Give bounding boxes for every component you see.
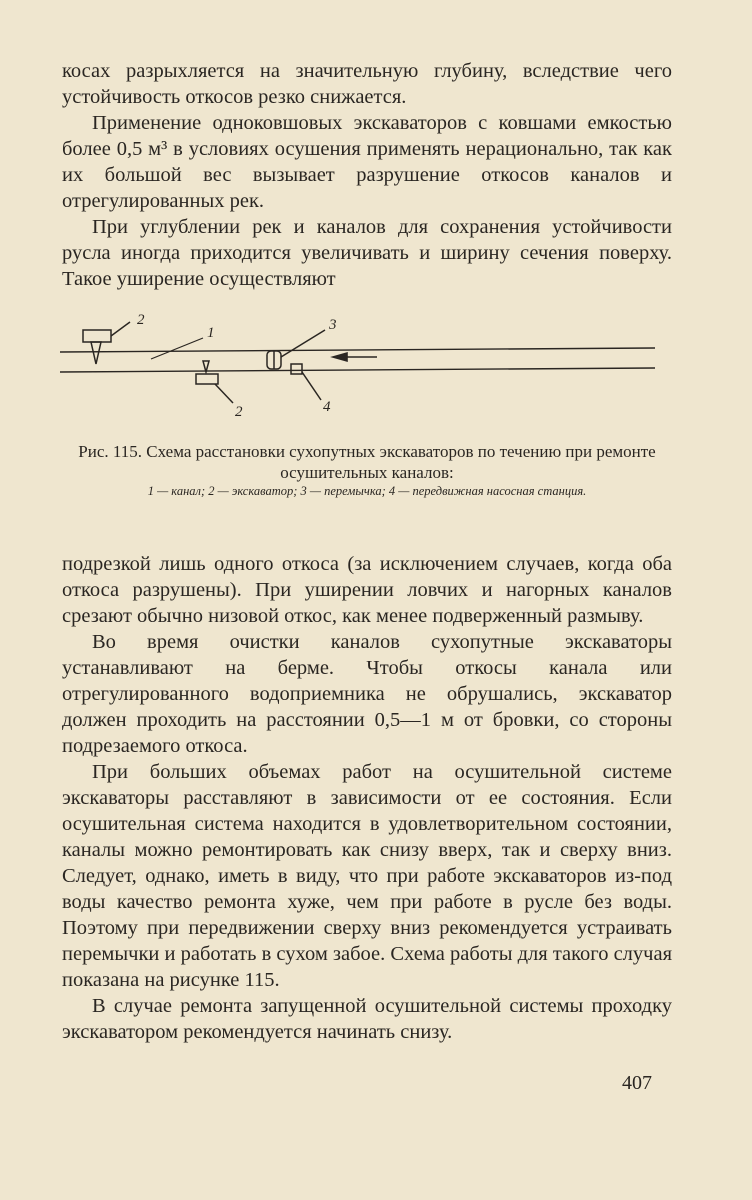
dam-icon — [267, 330, 325, 369]
page-number: 407 — [622, 1072, 652, 1094]
text-block-top — [62, 58, 672, 292]
pump-station-icon — [291, 364, 321, 400]
canal-scheme-figure — [55, 305, 675, 430]
paragraph: подрезкой лишь одного откоса (за исключением случаев, когда оба откоса разрушены). При уширении ловчих и нагорных каналов срезают обычно низовой откос, как менее подверженный размыву. — [62, 553, 672, 627]
paragraph: В случае ремонта запущенной осушительной системы проходку экскаватором рекомендуется начинать снизу. — [62, 995, 672, 1043]
label-2-top: 2 — [137, 312, 145, 328]
label-1: 1 — [207, 325, 215, 341]
excavator-top-icon — [83, 322, 130, 364]
figure-legend: 1 — канал; 2 — экскаватор; 3 — перемычка; 4 — передвижная насосная станция. — [147, 484, 587, 498]
paragraph: При углублении рек и каналов для сохранения устойчивости русла иногда приходится увеличивать и ширину сечения поверху. Такое уширение осуществляют — [62, 216, 672, 290]
text-block-bottom — [62, 551, 672, 1045]
paragraph: Во время очистки каналов сухопутные экскаваторы устанавливают на берме. Чтобы откосы канала или отрегулированного водоприемника не обрушались, экскаватор должен проходить на расстоянии 0,5—1 м от бровки, со стороны подрезаемого откоса. — [62, 631, 672, 757]
paragraph: косах разрыхляется на значительную глубину, вследствие чего устойчивость откосов резко снижается. — [62, 60, 672, 108]
paragraph: При больших объемах работ на осушительной системе экскаваторы расставляют в зависимости от ее состояния. Если осушительная система находится в удовлетворительном состоянии, каналы можно ремонтировать как снизу вверх, так и сверху вниз. Следует, однако, иметь в виду, что при работе экскаваторов из-под воды качество ремонта хуже, чем при работе в русле без воды. Поэтому при передвижении сверху вниз рекомендуется устраивать перемычки и работать в сухом забое. Схема работы для такого случая показана на рисунке 115. — [62, 761, 672, 991]
excavator-bottom-icon — [196, 361, 233, 403]
label-3: 3 — [329, 317, 337, 333]
flow-arrow-icon — [333, 353, 377, 361]
paragraph: Применение одноковшовых экскаваторов с ковшами емкостью более 0,5 м³ в условиях осушения применять нерационально, так как их большой вес вызывает разрушение откосов каналов и отрегулированных рек. — [62, 112, 672, 212]
label-2-bottom: 2 — [235, 404, 243, 420]
leader-line — [151, 338, 203, 359]
label-4: 4 — [323, 399, 331, 415]
canal-lines — [60, 348, 655, 372]
figure-caption: Рис. 115. Схема расстановки сухопутных экскаваторов по течению при ремонте осушительных каналов: — [78, 442, 656, 482]
